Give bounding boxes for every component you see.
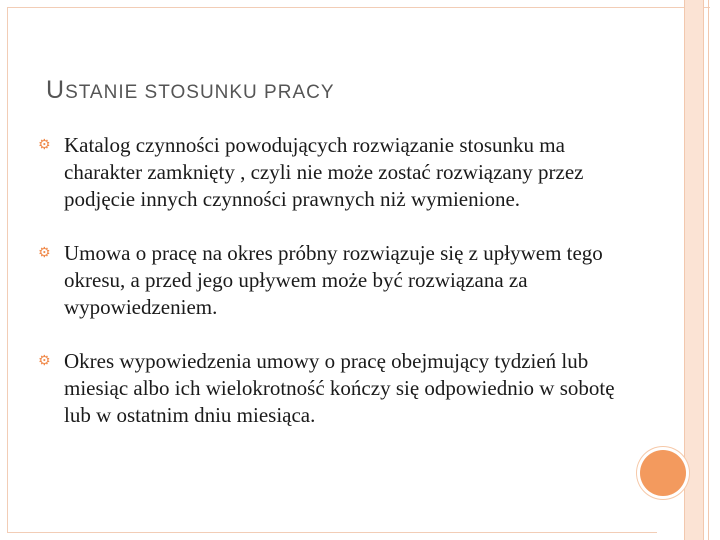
gear-icon: ⚙ bbox=[38, 353, 51, 369]
slide-title bbox=[46, 76, 335, 105]
bullet-text: Okres wypowiedzenia umowy o pracę obejmujący tydzień lub miesiąc albo ich wielokrotność kończy się odpowiednio w sobotę lub w ostatnim dniu miesiąca. bbox=[64, 349, 615, 427]
frame-left-line bbox=[7, 7, 8, 533]
bullet-list bbox=[34, 132, 644, 429]
decor-circle bbox=[640, 450, 686, 496]
bullet-text: Umowa o pracę na okres próbny rozwiązuje się z upływem tego okresu, a przed jego upływem może być rozwiązana za wypowiedzeniem. bbox=[64, 241, 603, 319]
frame-bottom-line bbox=[7, 532, 657, 533]
frame-top-line bbox=[7, 7, 710, 8]
bullet-item bbox=[34, 132, 644, 213]
bullet-item bbox=[34, 240, 644, 321]
title-initial: U bbox=[46, 76, 66, 104]
gear-icon: ⚙ bbox=[38, 245, 51, 261]
bullet-item bbox=[34, 348, 644, 429]
side-decor-line bbox=[708, 0, 709, 540]
gear-icon: ⚙ bbox=[38, 137, 51, 153]
bullet-text: Katalog czynności powodujących rozwiązanie stosunku ma charakter zamknięty , czyli nie może zostać rozwiązany przez podjęcie innych czynności prawnych niż wymienione. bbox=[64, 133, 584, 211]
title-rest: STANIE STOSUNKU PRACY bbox=[65, 82, 335, 103]
side-decor-band bbox=[684, 0, 704, 540]
